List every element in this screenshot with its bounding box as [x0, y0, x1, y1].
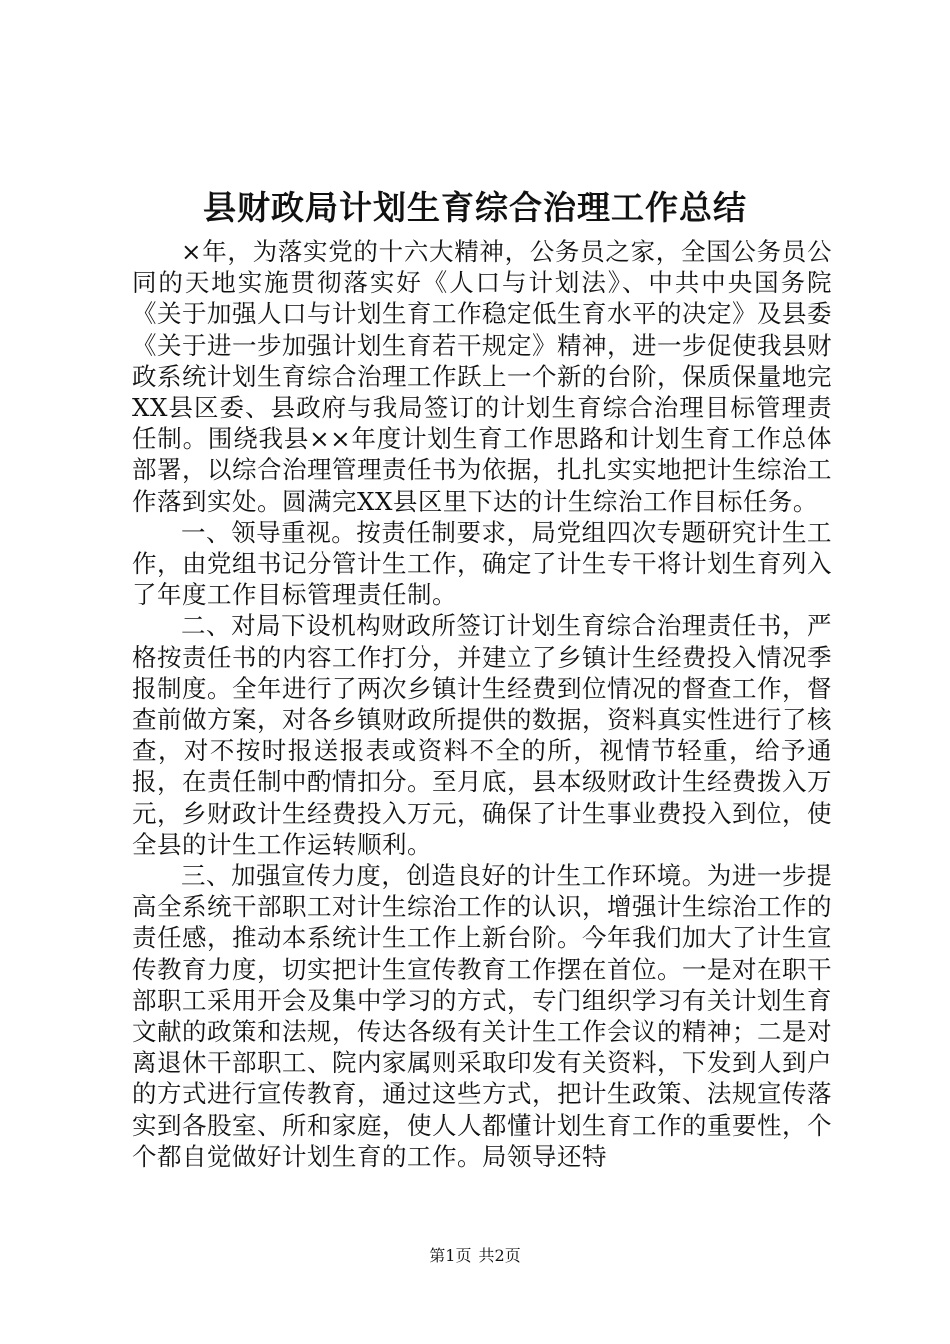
page-footer [0, 1245, 950, 1267]
paragraph-intro: ×年，为落实党的十六大精神，公务员之家，全国公务员公同的天地实施贯彻落实好《人口与计划法》、中共中央国务院《关于加强人口与计划生育工作稳定低生育水平的决定》及县委《关于进一步加强计划生育若干规定》精神，进一步促使我县财政系统计划生育综合治理工作跃上一个新的台阶，保质保量地完XX县区委、县政府与我局签订的计划生育综合治理目标管理责任制。围绕我县××年度计划生育工作思路和计划生育工作总体部署，以综合治理管理责任书为依据，扎扎实实地把计生综治工作落到实处。圆满完XX县区里下达的计生综治工作目标任务。 [132, 237, 832, 516]
page-number: 第1页 [429, 1246, 472, 1265]
paragraph-leadership: 一、领导重视。按责任制要求，局党组四次专题研究计生工作，由党组书记分管计生工作，确定了计生专干将计划生育列入了年度工作目标管理责任制。 [132, 517, 832, 610]
document-body [132, 236, 832, 1172]
document-title: 县财政局计划生育综合治理工作总结 [203, 188, 747, 227]
page-total: 共2页 [478, 1246, 521, 1265]
paragraph-publicity: 三、加强宣传力度，创造良好的计生工作环境。为进一步提高全系统干部职工对计生综治工作的认识，增强计生综治工作的责任感，推动本系统计生工作上新台阶。今年我们加大了计生宣传教育力度，切实把计生宣传教育工作摆在首位。一是对在职干部职工采用开会及集中学习的方式，专门组织学习有关计划生育文献的政策和法规，传达各级有关计生工作会议的精神；二是对离退休干部职工、院内家属则采取印发有关资料，下发到人到户的方式进行宣传教育，通过这些方式，把计生政策、法规宣传落实到各股室、所和家庭，使人人都懂计划生育工作的重要性，个个都自觉做好计划生育的工作。局领导还特 [132, 861, 832, 1171]
paragraph-responsibility: 二、对局下设机构财政所签订计划生育综合治理责任书，严格按责任书的内容工作打分，并建立了乡镇计生经费投入情况季报制度。全年进行了两次乡镇计生经费到位情况的督查工作，督查前做方案，对各乡镇财政所提供的数据，资料真实性进行了核查，对不按时报送报表或资料不全的所，视情节轻重，给予通报，在责任制中酌情扣分。至月底，县本级财政计生经费拨入万元，乡财政计生经费投入万元，确保了计生事业费投入到位，使全县的计生工作运转顺利。 [132, 611, 832, 859]
